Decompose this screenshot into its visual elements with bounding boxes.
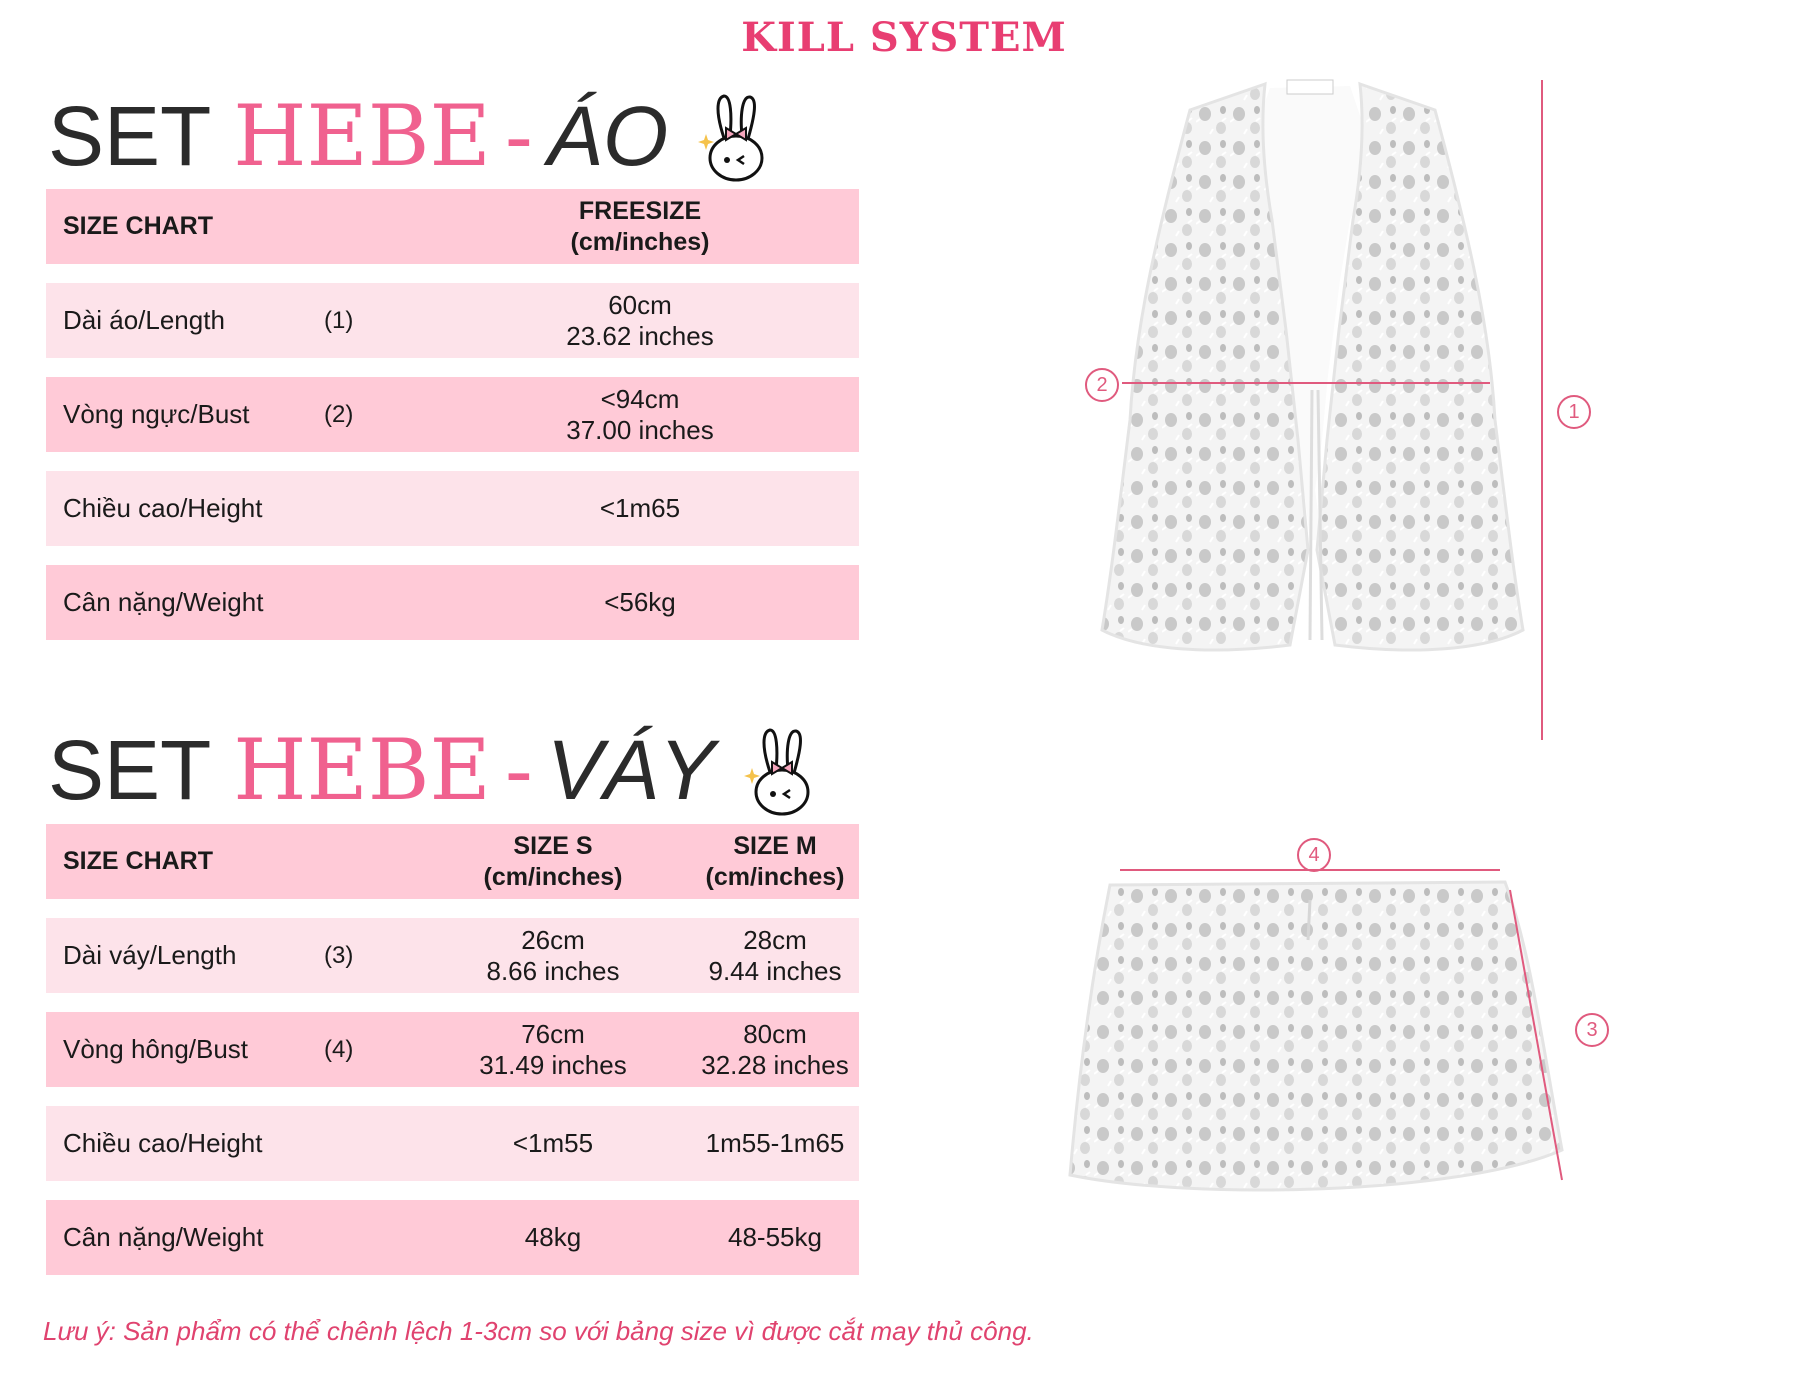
bunny-icon (744, 728, 816, 831)
value-cm: 76cm (521, 1018, 585, 1049)
size-s-value: 48kg (524, 1222, 582, 1252)
row-value: <1m65 (599, 493, 681, 523)
marker-4: 4 (1297, 838, 1331, 872)
heading-hebe: HEBE (233, 721, 491, 819)
value-inches: 37.00 inches (566, 414, 714, 445)
top-heading (48, 87, 770, 197)
row-label: Dài váy/Length (63, 940, 237, 970)
table-row (46, 565, 859, 640)
skirt-image (1070, 882, 1562, 1190)
value-cm: 80cm (743, 1018, 807, 1049)
size-m-unit: (cm/inches) (705, 862, 845, 891)
row-label: Chiều cao/Height (63, 1128, 263, 1158)
freesize-title: FREESIZE (578, 196, 702, 225)
marker-3: 3 (1575, 1013, 1609, 1047)
row-value (406, 290, 874, 352)
table-row (46, 918, 859, 993)
freesize-column-header (406, 196, 874, 258)
size-m-column-header (630, 831, 920, 893)
table-header-row (46, 824, 859, 899)
size-chart-label: SIZE CHART (63, 212, 213, 240)
heading-set: SET (48, 89, 210, 183)
value-inches: 8.66 inches (486, 955, 620, 986)
row-label: Cân nặng/Weight (63, 1222, 264, 1252)
value-inches: 9.44 inches (708, 955, 842, 986)
row-marker-number: (4) (324, 1035, 354, 1063)
marker-1: 1 (1557, 395, 1591, 429)
heading-hebe: HEBE (233, 87, 491, 185)
size-s-value: <1m55 (512, 1128, 594, 1158)
value-inches: 31.49 inches (479, 1049, 627, 1080)
table-row (46, 471, 859, 546)
size-chart-label: SIZE CHART (63, 847, 213, 875)
size-m-value (630, 1019, 920, 1081)
heading-dash: - (504, 89, 533, 183)
heading-sub: VÁY (546, 723, 715, 817)
value-cm: 28cm (743, 924, 807, 955)
heading-sub: ÁO (546, 89, 669, 183)
marker-2: 2 (1085, 368, 1119, 402)
row-value (406, 384, 874, 446)
footnote: Lưu ý: Sản phẩm có thể chênh lệch 1-3cm so với bảng size vì được cắt may thủ công. (43, 1316, 1034, 1346)
size-s-title: SIZE S (513, 831, 593, 860)
table-row (46, 1200, 859, 1275)
value-cm: 26cm (521, 924, 585, 955)
row-value: <56kg (604, 587, 676, 617)
size-m-title: SIZE M (733, 831, 817, 860)
row-marker-number: (3) (324, 941, 354, 969)
heading-dash: - (504, 723, 533, 817)
heading-set: SET (48, 723, 210, 817)
size-m-value: 48-55kg (728, 1222, 822, 1252)
row-marker-number: (2) (324, 400, 354, 428)
bottom-heading (48, 721, 816, 831)
value-cm: <94cm (600, 383, 680, 414)
top-garment-image (1102, 80, 1523, 650)
row-label: Dài áo/Length (63, 305, 225, 335)
bunny-icon (698, 94, 770, 197)
table-row (46, 1012, 859, 1087)
table-row (46, 1106, 859, 1181)
brand-title: KILL SYSTEM (741, 14, 1067, 61)
table-row (46, 283, 859, 358)
row-label: Chiều cao/Height (63, 493, 263, 523)
row-marker-number: (1) (324, 306, 354, 334)
row-label: Vòng ngực/Bust (63, 399, 250, 429)
freesize-unit: (cm/inches) (570, 227, 710, 256)
size-m-value (630, 925, 920, 987)
table-row (46, 377, 859, 452)
row-label: Vòng hông/Bust (63, 1034, 249, 1064)
product-illustrations (1060, 70, 1620, 1270)
size-m-value: 1m55-1m65 (705, 1128, 845, 1158)
table-header-row (46, 189, 859, 264)
value-inches: 23.62 inches (566, 320, 714, 351)
row-label: Cân nặng/Weight (63, 587, 264, 617)
value-inches: 32.28 inches (701, 1049, 849, 1080)
size-s-unit: (cm/inches) (483, 862, 623, 891)
value-cm: 60cm (608, 289, 672, 320)
